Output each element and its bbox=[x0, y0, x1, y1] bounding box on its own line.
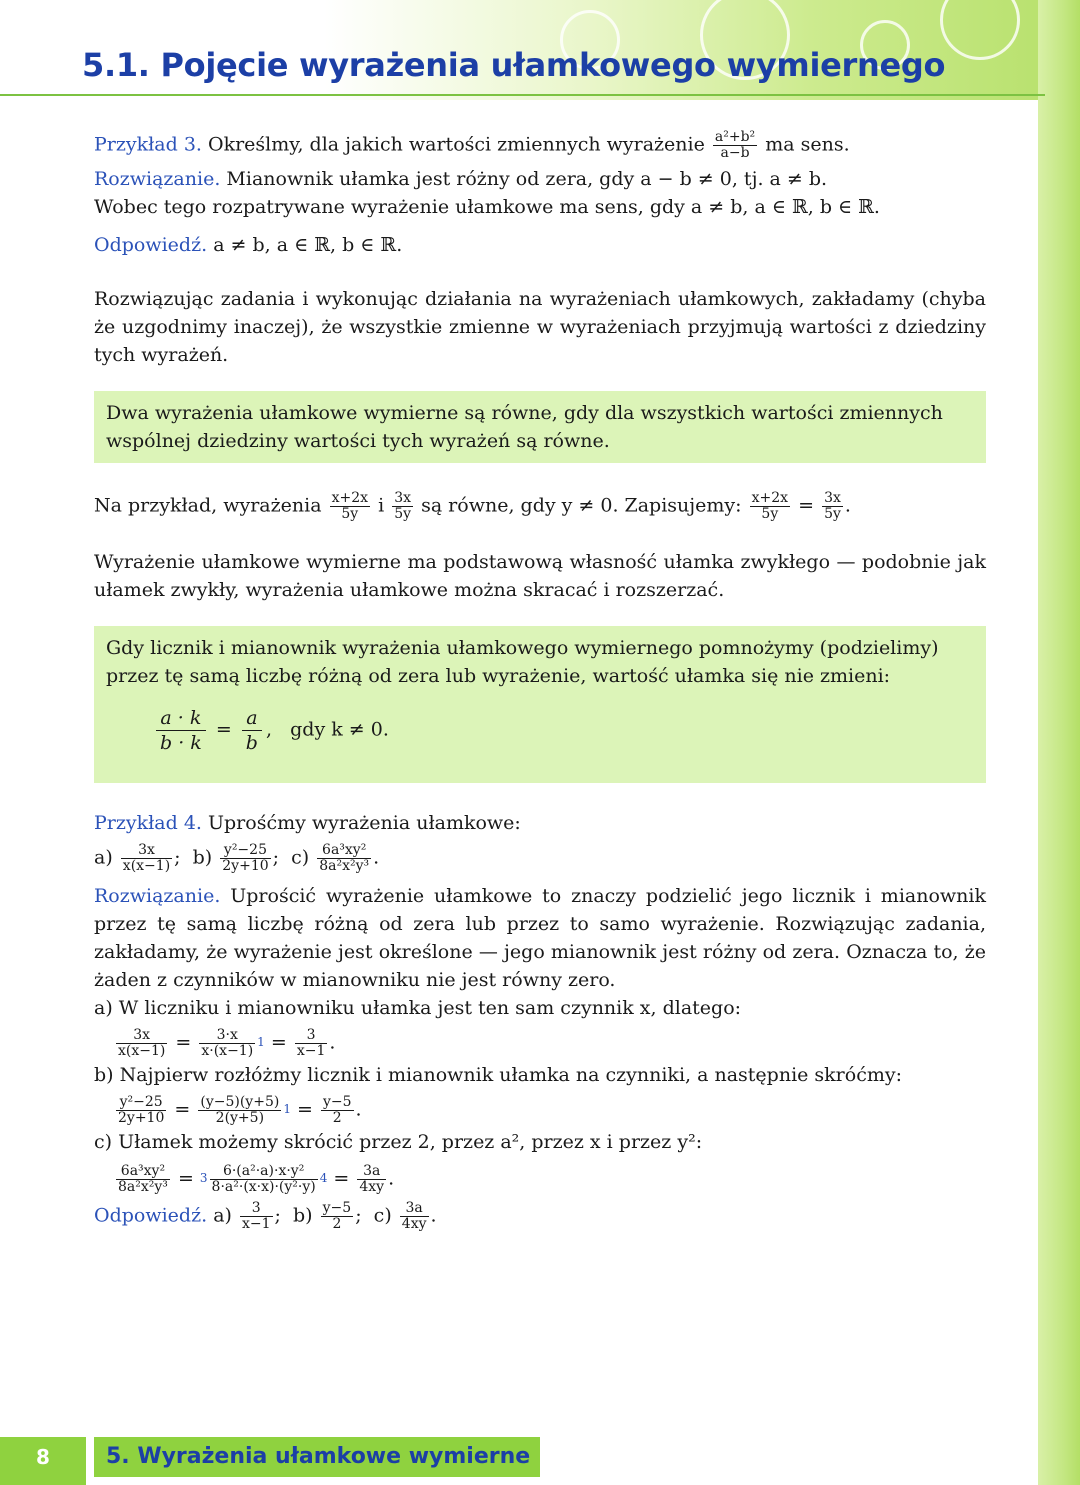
paragraph-1: Rozwiązując zadania i wykonując działania na wyrażeniach ułamkowych, zakładamy (chyba że uzgodnimy inaczej), że wszystkie zmienne w wyrażeniach przyjmują wartości z dziedziny tych wyrażeń. bbox=[94, 288, 986, 366]
answer-c-label: c) bbox=[373, 1204, 392, 1227]
answer-b-label: b) bbox=[293, 1204, 313, 1227]
example-4-text: Uprośćmy wyrażenia ułamkowe: bbox=[208, 812, 521, 834]
answer-label: Odpowiedź. bbox=[94, 234, 208, 256]
example-3-label: Przykład 3. bbox=[94, 133, 202, 156]
property-condition: gdy k ≠ 0. bbox=[290, 718, 389, 741]
equality-fraction-3: $\frac{x+2x}{5y}$ bbox=[751, 490, 789, 522]
example-3-answer bbox=[94, 231, 986, 259]
item-a-fraction: $\frac{3x}{x(x-1)}$ bbox=[122, 842, 171, 874]
equality-text-1: Na przykład, wyrażenia bbox=[94, 494, 322, 517]
property-lhs: $\frac{a \cdot k}{b \cdot k}$ bbox=[156, 706, 206, 755]
answer-b: $\frac{y-5}{2}$ bbox=[322, 1200, 352, 1232]
example-4-solution bbox=[94, 882, 986, 994]
property-rhs: $\frac{a}{b}$ bbox=[242, 706, 262, 755]
example-3-solution bbox=[94, 165, 986, 193]
property-formula: $\frac{a \cdot k}{b \cdot k}$ = $\frac{a}{b}$ , gdy k ≠ 0. bbox=[152, 706, 974, 755]
cancel-mark: 4 bbox=[319, 1171, 328, 1185]
title-rule bbox=[0, 94, 1045, 96]
part-c-steps: $\frac{\text{6a³xy²}}{\text{8a²x²y³}}$ = $^3$ $\frac{\text{6·(a²·a)·x·y²}}{\text{8·a²·(x·x)·(y²·y)}}$ $^4$ = $\frac{3a}{4xy}$ . bbox=[118, 1163, 395, 1195]
part-b-steps: $\frac{\text{y²−25}}{2y+10}$ = $\frac{(y-5)(y+5)}{2(y+5)}$ $^1$ = $\frac{y-5}{2}$ . bbox=[118, 1094, 362, 1126]
chapter-title: 5. Wyrażenia ułamkowe wymierne bbox=[94, 1437, 540, 1477]
part-b-step-3: $\frac{y-5}{2}$ bbox=[322, 1094, 352, 1126]
part-a-steps: $\frac{3x}{x(x-1)}$ = $\frac{3\cdot x}{x\cdot(x-1)}$ $^1$ = $\frac{3}{x-1}$ . bbox=[118, 1027, 336, 1059]
equality-fraction-4: $\frac{3x}{5y}$ bbox=[824, 490, 841, 522]
answer-c: $\frac{3a}{4xy}$ bbox=[401, 1200, 427, 1232]
part-b-step-2: $\frac{(y-5)(y+5)}{2(y+5)}$ bbox=[200, 1094, 280, 1126]
solution-line-1: Mianownik ułamka jest różny od zera, gdy a − b ≠ 0, tj. a ≠ b. bbox=[226, 168, 828, 190]
equality-text-2: i bbox=[378, 494, 385, 517]
equality-example: Na przykład, wyrażenia $\frac{x+2x}{5y}$ i $\frac{3x}{5y}$ są równe, gdy y ≠ 0. Zapisujemy: $\frac{x+2x}{5y}$ = $\frac{3x}{5y}$ . bbox=[94, 490, 851, 522]
equality-fraction-1: $\frac{x+2x}{5y}$ bbox=[331, 490, 369, 522]
equality-fraction-2: $\frac{3x}{5y}$ bbox=[394, 490, 412, 522]
example-4-items: a) $\frac{3x}{x(x-1)}$ ; b) $\frac{\text{y²−25}}{2y+10}$ ; c) $\frac{\text{6a³xy²}}{\text{8a²x²y³}}$ . bbox=[94, 842, 380, 874]
example-3-fraction: $\frac{\text{a²+b²}}{a-b}$ bbox=[714, 129, 756, 161]
example-3-text: Określmy, dla jakich wartości zmiennych wyrażenie bbox=[208, 133, 705, 156]
part-a-step-1: $\frac{3x}{x(x-1)}$ bbox=[118, 1027, 166, 1059]
part-c-step-2: $\frac{\text{6·(a²·a)·x·y²}}{\text{8·a²·(x·x)·(y²·y)}}$ bbox=[211, 1163, 316, 1195]
right-decoration-strip bbox=[1038, 0, 1080, 1485]
part-c-step-1: $\frac{\text{6a³xy²}}{\text{8a²x²y³}}$ bbox=[118, 1163, 168, 1195]
example-3 bbox=[94, 130, 986, 161]
answer-a: $\frac{3}{x-1}$ bbox=[241, 1200, 271, 1232]
solution-4-label: Rozwiązanie. bbox=[94, 885, 221, 907]
equality-text-3: są równe, gdy y ≠ 0. Zapisujemy: bbox=[421, 494, 742, 517]
example-4 bbox=[94, 809, 986, 837]
item-c-label: c) bbox=[291, 846, 310, 869]
item-b-fraction: $\frac{\text{y²−25}}{2y+10}$ bbox=[222, 842, 269, 874]
equality-sign: = bbox=[798, 494, 815, 517]
answer-text: a ≠ b, a ∈ ℝ, b ∈ ℝ. bbox=[213, 234, 403, 256]
part-c-step-3: $\frac{3a}{4xy}$ bbox=[359, 1163, 385, 1195]
item-b-label: b) bbox=[192, 846, 213, 869]
item-a-label: a) bbox=[94, 846, 113, 869]
page-title: 5.1. Pojęcie wyrażenia ułamkowego wymiernego bbox=[82, 46, 946, 84]
part-b-intro: b) Najpierw rozłóżmy licznik i mianownik ułamka na czynniki, a następnie skróćmy: bbox=[94, 1064, 903, 1086]
solution-line-2: Wobec tego rozpatrywane wyrażenie ułamkowe ma sens, gdy a ≠ b, a ∈ ℝ, b ∈ ℝ. bbox=[94, 196, 880, 218]
cancel-mark: 3 bbox=[199, 1171, 208, 1185]
example-4-label: Przykład 4. bbox=[94, 812, 202, 834]
property-box bbox=[94, 626, 986, 783]
solution-label: Rozwiązanie. bbox=[94, 168, 221, 190]
part-b-step-1: $\frac{\text{y²−25}}{2y+10}$ bbox=[118, 1094, 165, 1126]
answer-a-label: a) bbox=[213, 1204, 232, 1227]
page-number: 8 bbox=[0, 1437, 86, 1485]
paragraph-2: Wyrażenie ułamkowe wymierne ma podstawową własność ułamka zwykłego — podobnie jak ułamek zwykły, wyrażenia ułamkowe można skracać i rozszerzać. bbox=[94, 551, 986, 601]
solution-4-text: Uprościć wyrażenie ułamkowe to znaczy podzielić jego licznik i mianownik przez tę samą liczbę różną od zera lub przez to samo wyrażenie. Rozwiązując zadania, zakładamy, że wyrażenie jest określone — jego mianownik jest różny od zera. Oznacza to, że żaden z czynników w mianowniku nie jest równy zero. bbox=[94, 885, 986, 991]
example-3-text-end: ma sens. bbox=[765, 133, 850, 156]
definition-box: Dwa wyrażenia ułamkowe wymierne są równe, gdy dla wszystkich wartości zmiennych wspólnej dziedziny wartości tych wyrażeń są równe. bbox=[94, 391, 986, 463]
part-a-step-2: $\frac{3\cdot x}{x\cdot(x-1)}$ bbox=[201, 1027, 254, 1059]
page-content bbox=[94, 130, 986, 1232]
property-text: Gdy licznik i mianownik wyrażenia ułamkowego wymiernego pomnożymy (podzielimy) przez tę samą liczbę różną od zera lub wyrażenie, wartość ułamka się nie zmieni: bbox=[106, 637, 939, 687]
cancel-mark: 1 bbox=[257, 1035, 265, 1049]
part-a-intro: a) W liczniku i mianowniku ułamka jest ten sam czynnik x, dlatego: bbox=[94, 997, 742, 1019]
part-c-intro: c) Ułamek możemy skrócić przez 2, przez a², przez x i przez y²: bbox=[94, 1131, 703, 1153]
cancel-mark: 1 bbox=[283, 1102, 291, 1116]
example-4-answer: Odpowiedź. a) $\frac{3}{x-1}$ ; b) $\frac{y-5}{2}$ ; c) $\frac{3a}{4xy}$ . bbox=[94, 1200, 437, 1232]
answer-4-label: Odpowiedź. bbox=[94, 1204, 208, 1227]
part-a-step-3: $\frac{3}{x-1}$ bbox=[296, 1027, 326, 1059]
item-c-fraction: $\frac{\text{6a³xy²}}{\text{8a²x²y³}}$ bbox=[319, 842, 370, 874]
